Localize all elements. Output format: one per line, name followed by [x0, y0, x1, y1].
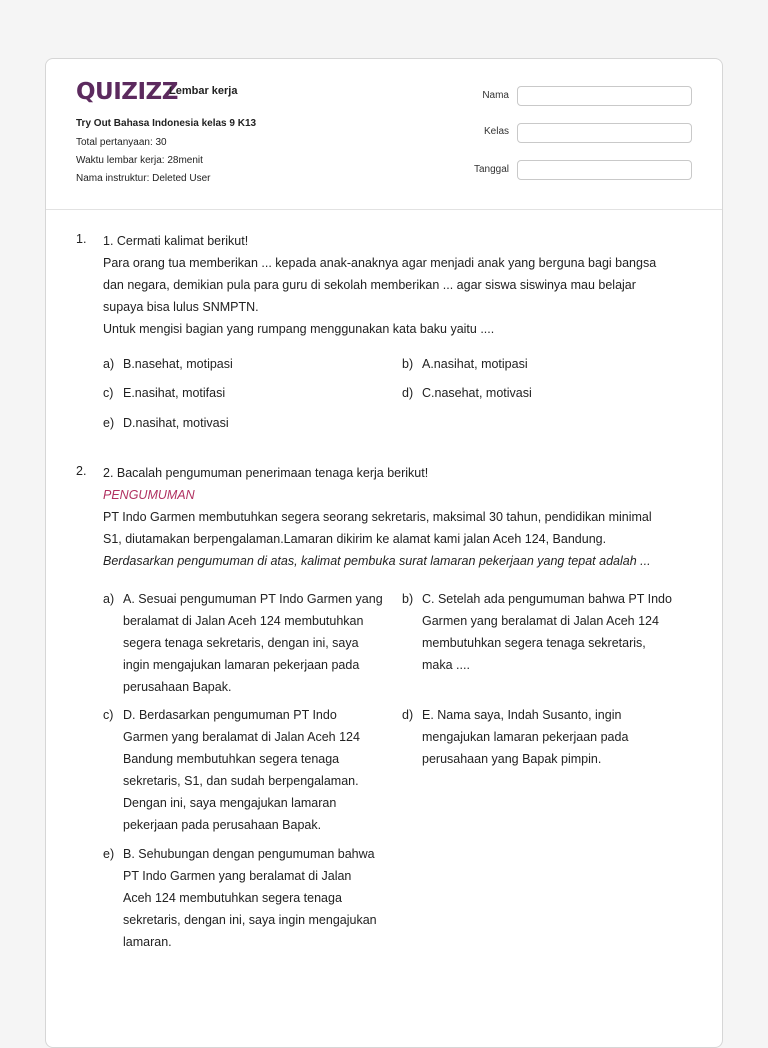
worksheet-page — [45, 58, 723, 1048]
option-e[interactable] — [103, 412, 393, 434]
option-letter: c) — [103, 386, 114, 400]
worksheet-time: Waktu lembar kerja: 28menit — [76, 155, 203, 166]
option-line: D. Berdasarkan pengumuman PT Indo — [123, 708, 337, 722]
option-text: D.nasihat, motivasi — [123, 416, 229, 430]
option-line: E. Nama saya, Indah Susanto, ingin — [422, 708, 622, 722]
question-line: Para orang tua memberikan ... kepada anak-anaknya agar menjadi anak yang berguna bagi bangsa — [103, 256, 657, 270]
option-letter: c) — [103, 708, 114, 722]
quizizz-logo: QUIZIZZ — [76, 79, 178, 105]
class-field[interactable] — [517, 123, 692, 143]
name-field[interactable] — [517, 86, 692, 106]
option-line: membutuhkan segera tenaga sekretaris, — [422, 636, 646, 650]
option-line: sekretaris, dengan ini, saya ingin mengajukan — [123, 913, 377, 927]
question-line: S1, diutamakan berpengalaman.Lamaran dikirim ke alamat kami jalan Aceh 124, Bandung. — [103, 532, 607, 546]
option-a[interactable] — [103, 588, 395, 698]
option-text: E.nasihat, motifasi — [123, 386, 226, 400]
option-line: Garmen yang beralamat di Jalan Aceh 124 — [123, 730, 360, 744]
option-b[interactable] — [402, 588, 694, 676]
option-letter: b) — [402, 592, 414, 606]
class-label: Kelas — [483, 126, 509, 137]
option-text — [123, 843, 377, 953]
option-e[interactable] — [103, 843, 395, 953]
option-line: C. Setelah ada pengumuman bahwa PT Indo — [422, 592, 672, 606]
instructor-name: Nama instruktur: Deleted User — [76, 173, 211, 184]
option-line: Dengan ini, saya mengajukan lamaran — [123, 796, 337, 810]
option-line: sekretaris, S1, dan sudah berpengalaman. — [123, 774, 359, 788]
option-b[interactable] — [402, 353, 692, 375]
question-prompt: Berdasarkan pengumuman di atas, kalimat pembuka surat lamaran pekerjaan yang tepat adalah ... — [103, 554, 651, 568]
question-line: 1. Cermati kalimat berikut! — [103, 234, 249, 248]
question-2-text — [103, 462, 693, 572]
option-line: ingin mengajukan lamaran pekerjaan pada — [123, 658, 360, 672]
option-c[interactable] — [103, 382, 393, 404]
question-line: supaya bisa lulus SNMPTN. — [103, 300, 259, 314]
option-text — [123, 704, 360, 836]
option-text: A.nasihat, motipasi — [422, 357, 528, 371]
quiz-title: Try Out Bahasa Indonesia kelas 9 K13 — [76, 118, 257, 129]
question-number: 2. — [76, 464, 87, 478]
question-line: 2. Bacalah pengumuman penerimaan tenaga kerja berikut! — [103, 466, 429, 480]
option-line: Bandung membutuhkan segera tenaga — [123, 752, 340, 766]
option-text: B.nasehat, motipasi — [123, 357, 233, 371]
option-d[interactable] — [402, 704, 694, 770]
date-label: Tanggal — [473, 164, 509, 175]
option-line: mengajukan lamaran pekerjaan pada — [422, 730, 629, 744]
option-letter: e) — [103, 416, 115, 430]
date-field[interactable] — [517, 160, 692, 180]
option-text — [422, 704, 628, 770]
option-line: lamaran. — [123, 935, 172, 949]
question-line: PT Indo Garmen membutuhkan segera seorang sekretaris, maksimal 30 tahun, pendidikan minimal — [103, 510, 652, 524]
worksheet-header — [46, 59, 722, 210]
announcement-heading: PENGUMUMAN — [103, 488, 195, 502]
question-number: 1. — [76, 232, 87, 246]
option-c[interactable] — [103, 704, 395, 836]
option-line: Aceh 124 membutuhkan segera tenaga — [123, 891, 342, 905]
option-text — [422, 588, 672, 676]
option-line: PT Indo Garmen yang beralamat di Jalan — [123, 869, 352, 883]
option-letter: e) — [103, 847, 115, 861]
option-letter: a) — [103, 592, 115, 606]
option-text: C.nasehat, motivasi — [422, 386, 532, 400]
option-line: perusahaan Bapak. — [123, 680, 232, 694]
option-line: perusahaan yang Bapak pimpin. — [422, 752, 602, 766]
option-letter: b) — [402, 357, 414, 371]
option-line: B. Sehubungan dengan pengumuman bahwa — [123, 847, 375, 861]
option-line: segera tenaga sekretaris, dengan ini, saya — [123, 636, 359, 650]
option-line: A. Sesuai pengumuman PT Indo Garmen yang — [123, 592, 383, 606]
option-line: beralamat di Jalan Aceh 124 membutuhkan — [123, 614, 364, 628]
option-text — [123, 588, 383, 698]
question-1-text — [103, 230, 693, 340]
total-questions: Total pertanyaan: 30 — [76, 137, 167, 148]
question-line: dan negara, demikian pula para guru di sekolah memberikan ... agar siswa siswinya mau belajar — [103, 278, 636, 292]
option-a[interactable] — [103, 353, 393, 375]
question-line: Untuk mengisi bagian yang rumpang menggunakan kata baku yaitu .... — [103, 322, 495, 336]
option-line: maka .... — [422, 658, 470, 672]
option-letter: a) — [103, 357, 115, 371]
option-d[interactable] — [402, 382, 692, 404]
option-letter: d) — [402, 708, 414, 722]
option-line: Garmen yang beralamat di Jalan Aceh 124 — [422, 614, 659, 628]
option-letter: d) — [402, 386, 414, 400]
option-line: pekerjaan pada perusahaan Bapak. — [123, 818, 322, 832]
sheet-label: Lembar kerja — [169, 85, 238, 97]
name-label: Nama — [482, 90, 509, 101]
